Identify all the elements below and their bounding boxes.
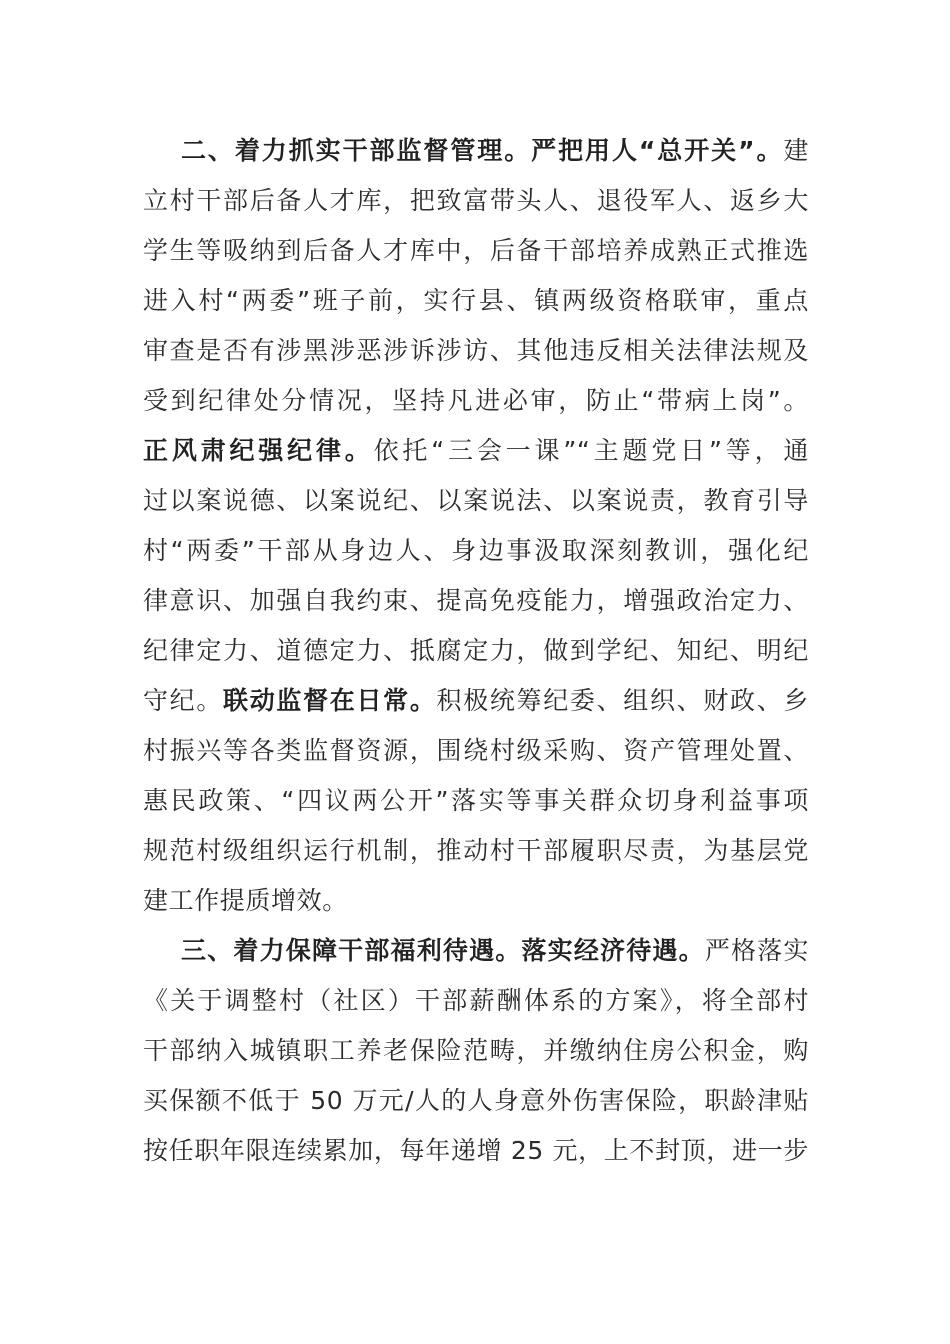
body-text: 学生等吸纳到后备人才库中，后备干部培养成熟正式推选 (143, 236, 809, 265)
bold-heading-text: 三、着力保障干部福利待遇。落实经济待遇。 (181, 936, 705, 965)
body-text: 受到纪律处分情况，坚持凡进必审，防止“带病上岗”。 (143, 386, 809, 415)
body-text: 审查是否有涉黑涉恶涉诉涉访、其他违反相关法律法规及 (143, 336, 809, 365)
body-text: 买保额不低于 50 万元/人的人身意外伤害保险，职龄津贴 (143, 1086, 809, 1115)
text-line (143, 926, 809, 976)
text-line (143, 826, 809, 876)
text-line (143, 226, 809, 276)
text-line (143, 476, 809, 526)
paragraph (143, 126, 809, 926)
bold-heading-text: 二、着力抓实干部监督管理。严把用人“总开关”。 (181, 136, 784, 165)
body-text: 村“两委”干部从身边人、身边事汲取深刻教训，强化纪 (143, 536, 809, 565)
body-text: 守纪。 (143, 686, 224, 715)
text-line (143, 676, 809, 726)
text-line (143, 376, 809, 426)
text-line (143, 126, 809, 176)
document-body (143, 126, 809, 1176)
text-line (143, 526, 809, 576)
body-text: 纪律定力、道德定力、抵腐定力，做到学纪、知纪、明纪 (143, 636, 809, 665)
text-line (143, 426, 809, 476)
body-text: 惠民政策、“四议两公开”落实等事关群众切身利益事项 (143, 786, 809, 815)
text-line (143, 976, 809, 1026)
body-text: 进入村“两委”班子前，实行县、镇两级资格联审，重点 (143, 286, 809, 315)
body-text: 立村干部后备人才库，把致富带头人、退役军人、返乡大 (143, 186, 809, 215)
body-text: 建工作提质增效。 (143, 886, 348, 915)
body-text: 按任职年限连续累加，每年递增 25 元，上不封顶，进一步 (143, 1136, 809, 1165)
body-text: 过以案说德、以案说纪、以案说法、以案说责，教育引导 (143, 486, 809, 515)
text-line (143, 576, 809, 626)
text-line (143, 1126, 809, 1176)
text-line (143, 276, 809, 326)
text-line (143, 726, 809, 776)
body-text: 律意识、加强自我约束、提高免疫能力，增强政治定力、 (143, 586, 809, 615)
text-line (143, 1076, 809, 1126)
text-line (143, 626, 809, 676)
paragraph (143, 926, 809, 1176)
body-text: 建 (783, 136, 809, 165)
body-text: 村振兴等各类监督资源，围绕村级采购、资产管理处置、 (143, 736, 809, 765)
text-line (143, 1026, 809, 1076)
bold-heading-text: 联动监督在日常。 (223, 686, 437, 715)
text-line (143, 776, 809, 826)
body-text: 严格落实 (704, 936, 809, 965)
body-text: 干部纳入城镇职工养老保险范畴，并缴纳住房公积金，购 (143, 1036, 809, 1065)
text-line (143, 176, 809, 226)
body-text: 依托“三会一课”“主题党日”等，通 (373, 436, 809, 465)
bold-heading-text: 正风肃纪强纪律。 (143, 436, 374, 465)
body-text: 规范村级组织运行机制，推动村干部履职尽责，为基层党 (143, 836, 809, 865)
text-line (143, 326, 809, 376)
text-line (143, 876, 809, 926)
body-text: 积极统筹纪委、组织、财政、乡 (436, 686, 809, 715)
body-text: 《关于调整村（社区）干部薪酬体系的方案》，将全部村 (143, 986, 809, 1015)
